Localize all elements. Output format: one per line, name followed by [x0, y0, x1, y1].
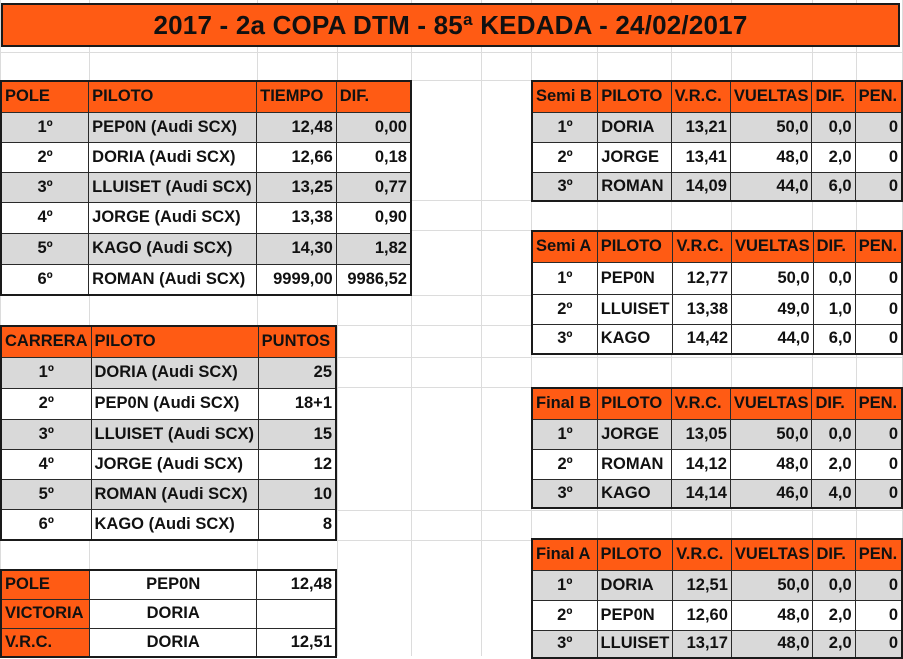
summary-value: 12,51 [256, 628, 336, 657]
header-cell: PUNTOS [258, 326, 336, 357]
pilot-cell: DORIA [598, 112, 671, 142]
header-cell: Final B [532, 388, 598, 419]
position-cell: 4º [1, 202, 89, 233]
header-cell: PEN. [855, 388, 902, 419]
points-cell: 25 [258, 357, 336, 388]
pilot-cell: LLUISET (Audi SCX) [91, 419, 258, 449]
penalty-cell: 0 [855, 294, 902, 324]
position-cell: 3º [1, 172, 89, 202]
header-cell: PEN. [855, 539, 902, 570]
diff-cell: 2,0 [813, 600, 855, 630]
points-cell: 10 [258, 479, 336, 509]
header-cell: V.R.C. [673, 231, 732, 262]
pilot-cell: KAGO (Audi SCX) [89, 233, 257, 264]
vrc-cell: 12,60 [673, 600, 732, 630]
laps-cell: 48,0 [731, 630, 813, 658]
header-cell: V.R.C. [673, 539, 732, 570]
time-cell: 12,48 [257, 112, 337, 142]
laps-cell: 48,0 [730, 142, 812, 172]
position-cell: 5º [1, 233, 89, 264]
position-cell: 2º [532, 600, 597, 630]
laps-cell: 48,0 [731, 600, 813, 630]
table-row [532, 449, 902, 479]
final-a-table [531, 538, 903, 659]
table-row [532, 570, 902, 600]
vrc-cell: 12,51 [673, 570, 732, 600]
table-row [1, 172, 411, 202]
header-cell: TIEMPO [257, 81, 337, 112]
header-cell: PILOTO [598, 388, 671, 419]
pilot-cell: KAGO [597, 324, 673, 354]
summary-label: POLE [1, 570, 90, 599]
vrc-cell: 13,17 [673, 630, 732, 658]
header-cell: Semi B [532, 81, 598, 112]
header-cell: DIF. [813, 539, 855, 570]
pilot-cell: DORIA (Audi SCX) [89, 142, 257, 172]
diff-cell: 6,0 [812, 172, 855, 201]
header-cell: POLE [1, 81, 89, 112]
table-row [532, 479, 902, 508]
pilot-cell: ROMAN (Audi SCX) [89, 264, 257, 295]
pilot-cell: LLUISET (Audi SCX) [89, 172, 257, 202]
position-cell: 2º [1, 388, 91, 419]
penalty-cell: 0 [855, 172, 902, 201]
vrc-cell: 14,42 [673, 324, 732, 354]
diff-cell: 4,0 [812, 479, 855, 508]
table-row [1, 112, 411, 142]
pilot-cell: JORGE (Audi SCX) [91, 449, 258, 479]
penalty-cell: 0 [855, 600, 902, 630]
position-cell: 6º [1, 509, 91, 540]
header-cell: PEN. [855, 231, 902, 262]
laps-cell: 50,0 [731, 570, 813, 600]
race-table [0, 325, 337, 541]
pilot-cell: DORIA [597, 570, 673, 600]
table-row [532, 630, 902, 658]
diff-cell: 1,82 [336, 233, 411, 264]
points-cell: 8 [258, 509, 336, 540]
table-header [1, 326, 336, 357]
position-cell: 6º [1, 264, 89, 295]
table-row [1, 388, 336, 419]
summary-table [0, 569, 337, 658]
penalty-cell: 0 [855, 324, 902, 354]
summary-value: 12,48 [256, 570, 336, 599]
vrc-cell: 14,12 [671, 449, 730, 479]
header-cell: PILOTO [89, 81, 257, 112]
laps-cell: 50,0 [732, 262, 814, 294]
table-row [1, 570, 336, 599]
laps-cell: 50,0 [730, 419, 812, 449]
time-cell: 12,66 [257, 142, 337, 172]
position-cell: 2º [532, 142, 598, 172]
pilot-cell: JORGE [598, 419, 671, 449]
points-cell: 18+1 [258, 388, 336, 419]
diff-cell: 2,0 [812, 449, 855, 479]
diff-cell: 0,0 [812, 112, 855, 142]
table-row [1, 628, 336, 657]
vrc-cell: 14,09 [671, 172, 730, 201]
table-row [1, 142, 411, 172]
position-cell: 3º [532, 172, 598, 201]
summary-label: VICTORIA [1, 599, 90, 628]
diff-cell: 0,18 [336, 142, 411, 172]
pilot-cell: LLUISET [597, 630, 673, 658]
table-row [1, 419, 336, 449]
table-row [532, 294, 902, 324]
penalty-cell: 0 [855, 262, 902, 294]
vrc-cell: 13,38 [673, 294, 732, 324]
position-cell: 1º [1, 112, 89, 142]
pilot-cell: JORGE (Audi SCX) [89, 202, 257, 233]
position-cell: 3º [532, 630, 597, 658]
table-row [532, 142, 902, 172]
header-cell: Final A [532, 539, 597, 570]
table-header [532, 388, 902, 419]
position-cell: 3º [1, 419, 91, 449]
laps-cell: 44,0 [730, 172, 812, 201]
vrc-cell: 12,77 [673, 262, 732, 294]
table-header [1, 81, 411, 112]
summary-pilot: PEP0N [90, 570, 256, 599]
pilot-cell: PEP0N [597, 600, 673, 630]
diff-cell: 9986,52 [336, 264, 411, 295]
points-cell: 12 [258, 449, 336, 479]
penalty-cell: 0 [855, 449, 902, 479]
table-row [532, 419, 902, 449]
diff-cell: 2,0 [813, 630, 855, 658]
pilot-cell: DORIA (Audi SCX) [91, 357, 258, 388]
pilot-cell: JORGE [598, 142, 671, 172]
summary-label: V.R.C. [1, 628, 90, 657]
header-cell: V.R.C. [671, 81, 730, 112]
vrc-cell: 13,21 [671, 112, 730, 142]
penalty-cell: 0 [855, 112, 902, 142]
header-cell: VUELTAS [732, 231, 814, 262]
table-row [1, 202, 411, 233]
header-cell: PEN. [855, 81, 902, 112]
position-cell: 1º [532, 262, 597, 294]
table-row [1, 233, 411, 264]
header-cell: DIF. [812, 388, 855, 419]
position-cell: 1º [532, 419, 598, 449]
penalty-cell: 0 [855, 630, 902, 658]
diff-cell: 0,0 [813, 262, 855, 294]
diff-cell: 6,0 [813, 324, 855, 354]
laps-cell: 50,0 [730, 112, 812, 142]
pilot-cell: PEP0N (Audi SCX) [89, 112, 257, 142]
penalty-cell: 0 [855, 142, 902, 172]
time-cell: 14,30 [257, 233, 337, 264]
vrc-cell: 14,14 [671, 479, 730, 508]
pilot-cell: KAGO (Audi SCX) [91, 509, 258, 540]
penalty-cell: 0 [855, 419, 902, 449]
pole-table [0, 80, 412, 296]
laps-cell: 49,0 [732, 294, 814, 324]
header-cell: VUELTAS [730, 388, 812, 419]
laps-cell: 48,0 [730, 449, 812, 479]
diff-cell: 0,77 [336, 172, 411, 202]
page-title: 2017 - 2a COPA DTM - 85ª KEDADA - 24/02/2017 [1, 3, 900, 47]
header-cell: PILOTO [598, 81, 671, 112]
table-row [1, 449, 336, 479]
table-row [1, 357, 336, 388]
summary-pilot: DORIA [90, 599, 256, 628]
final-b-table [531, 387, 903, 509]
header-cell: DIF. [813, 231, 855, 262]
position-cell: 2º [532, 449, 598, 479]
table-row [1, 599, 336, 628]
table-header [532, 81, 902, 112]
header-cell: PILOTO [597, 539, 673, 570]
table-row [532, 112, 902, 142]
table-row [532, 324, 902, 354]
pilot-cell: ROMAN [598, 449, 671, 479]
penalty-cell: 0 [855, 479, 902, 508]
time-cell: 13,25 [257, 172, 337, 202]
pilot-cell: KAGO [598, 479, 671, 508]
position-cell: 1º [1, 357, 91, 388]
header-cell: V.R.C. [671, 388, 730, 419]
diff-cell: 0,0 [812, 419, 855, 449]
header-cell: Semi A [532, 231, 597, 262]
diff-cell: 0,00 [336, 112, 411, 142]
time-cell: 9999,00 [257, 264, 337, 295]
table-header [532, 231, 902, 262]
semi-a-table [531, 230, 903, 355]
semi-b-table [531, 80, 903, 202]
position-cell: 1º [532, 570, 597, 600]
header-cell: PILOTO [91, 326, 258, 357]
pilot-cell: ROMAN (Audi SCX) [91, 479, 258, 509]
vrc-cell: 13,41 [671, 142, 730, 172]
header-cell: VUELTAS [730, 81, 812, 112]
table-row [532, 600, 902, 630]
position-cell: 3º [532, 479, 598, 508]
table-row [1, 264, 411, 295]
header-cell: DIF. [336, 81, 411, 112]
position-cell: 2º [532, 294, 597, 324]
table-row [1, 509, 336, 540]
diff-cell: 1,0 [813, 294, 855, 324]
position-cell: 5º [1, 479, 91, 509]
summary-pilot: DORIA [90, 628, 256, 657]
time-cell: 13,38 [257, 202, 337, 233]
penalty-cell: 0 [855, 570, 902, 600]
table-row [532, 172, 902, 201]
position-cell: 2º [1, 142, 89, 172]
table-header [532, 539, 902, 570]
diff-cell: 2,0 [812, 142, 855, 172]
pilot-cell: LLUISET [597, 294, 673, 324]
position-cell: 1º [532, 112, 598, 142]
header-cell: PILOTO [597, 231, 673, 262]
pilot-cell: ROMAN [598, 172, 671, 201]
table-row [532, 262, 902, 294]
summary-value [256, 599, 336, 628]
pilot-cell: PEP0N (Audi SCX) [91, 388, 258, 419]
laps-cell: 44,0 [732, 324, 814, 354]
pilot-cell: PEP0N [597, 262, 673, 294]
diff-cell: 0,0 [813, 570, 855, 600]
diff-cell: 0,90 [336, 202, 411, 233]
header-cell: CARRERA [1, 326, 91, 357]
position-cell: 3º [532, 324, 597, 354]
vrc-cell: 13,05 [671, 419, 730, 449]
table-row [1, 479, 336, 509]
points-cell: 15 [258, 419, 336, 449]
position-cell: 4º [1, 449, 91, 479]
header-cell: DIF. [812, 81, 855, 112]
laps-cell: 46,0 [730, 479, 812, 508]
header-cell: VUELTAS [731, 539, 813, 570]
